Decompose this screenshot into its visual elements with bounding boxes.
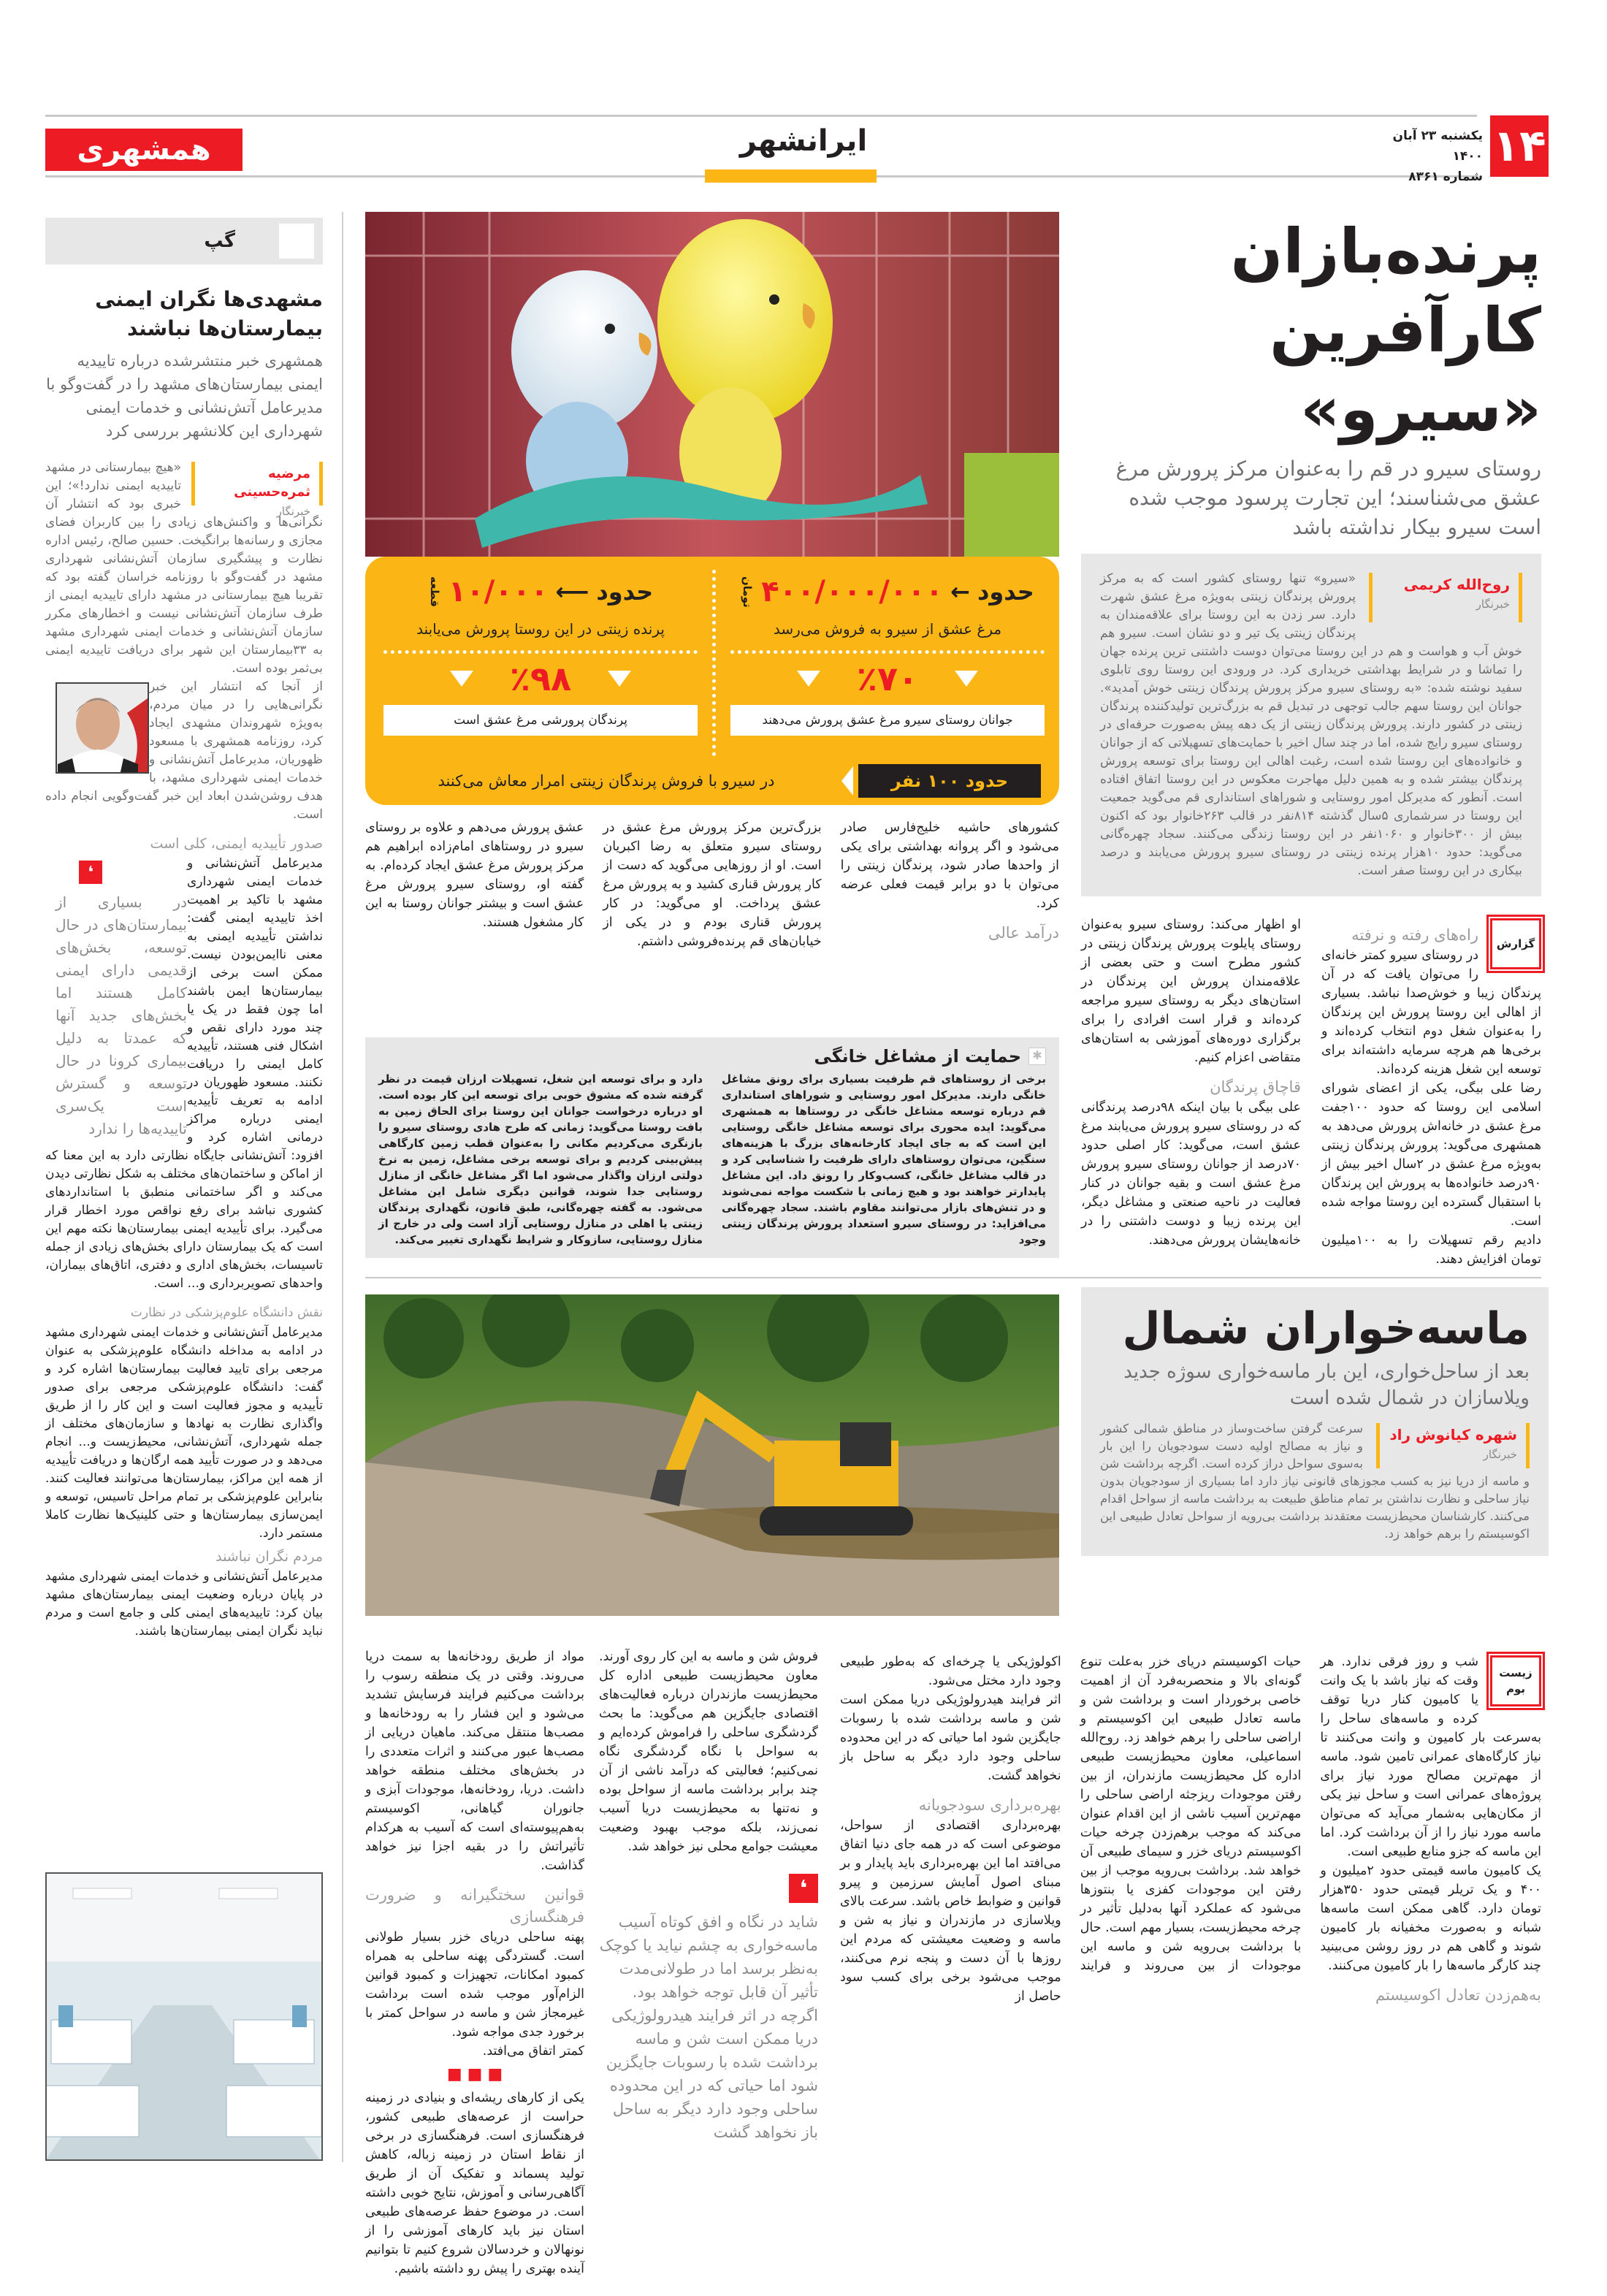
home-business-box (365, 1037, 1059, 1258)
article1-title (1081, 212, 1541, 449)
count-stat (376, 570, 705, 736)
infographic-divider (712, 570, 716, 756)
article2-body-a (840, 1652, 1541, 2006)
arrow-icon: ⟵ (555, 578, 589, 606)
paragraph: یکی از کارهای ریشه‌ای و بنیادی در زمینه حراست از عرصه‌های طبیعی کشور، فرهنگسازی است. فرهنگسازی در برخی از نقاط استان در زمینه زباله، کاهش تولید پسماند و تفکیک آن از طریق آگاهی‌رسانی و آموزش، نتایج خوبی داشته است. در موضوع حفظ عرصه‌های طبیعی استان نیز باید کارهای آموزشی را از نونهالان و خردسالان شروع کنیم تا بتوانیم آینده بهتری را پیش رو داشته باشیم. (365, 2091, 584, 2276)
article1-lead-box (1081, 554, 1541, 896)
paragraph: رضا علی بیگی، یکی از اعضای شورای اسلامی این روستا که حدود ۱۰۰جفت مرغ عشق در خانه‌اش پرورش می‌دهد به همشهری می‌گوید: پرورش پرندگان زینتی به‌ویژه مرغ عشق در ۲سال اخیر بیش از ۹۰درصد خانواده‌ها به پرورش این پرندگان با استقبال گسترده این روستا مواجه شده است. (1321, 1081, 1542, 1229)
paragraph: بهره‌برداری اقتصادی از سواحل، موضوعی است که در همه جای دنیا اتفاق می‌افتد اما این بهره‌برداری باید پایدار و بر مبنای اصول آمایش سرزمین و پیرو قوانین و ضوابط خاص باشد. سرعت بالای ویلاسازی در مازندران و نیاز به شن و ماسه و وضعیت معیشتی که مردم این روزها با آن دست و پنجه نرم می‌کنند، موجب می‌شود برخی برای کسب سود حاصل از (840, 1818, 1061, 2004)
subheading: قوانین سختگیرانه و ضرورت فرهنگسازی (365, 1886, 584, 1926)
ecosystem-tag: زیست بوم (1490, 1655, 1541, 1706)
paragraph: علی بیگی با بیان اینکه ۹۸درصد پرندگانی که در روستای سیرو پرورش می‌یابند مرغ عشق است، می‌گوید: کار اصلی حدود ۷۰درصد از جوانان روستای سیرو پرورش مرغ عشق است و بقیه جوانان در کنار فعالیت در ناحیه صنعتی و مشاغل دیگر، این پرنده زیبا و دوست داشتنی را در خانه‌هایشان پرورش می‌دهند. (1081, 1100, 1301, 1248)
box-title: حمایت از مشاغل خانگی (814, 1046, 1021, 1067)
triangle-icon (450, 671, 473, 687)
author-role: خبرنگار (1476, 598, 1510, 611)
about-label: حدود (596, 578, 654, 606)
excavator-photo (365, 1294, 1059, 1616)
article2-title: ماسه‌خواران شمال (1122, 1303, 1530, 1354)
official-portrait-photo (56, 682, 149, 774)
box-text: برخی از روستاهای قم ظرفیت بسیاری برای رونق مشاغل خانگی دارند. مدیرکل امور روستایی و شوراهای استانداری قم درباره توسعه مشاغل خانگی در روستاها به همشهری می‌گوید: ایده محوری برای توسعه مشاغل خانگی روستایی این است که به جای ایجاد کارخانه‌های بزرگ با هزینه‌های سنگین، می‌توان روستاهای دارای ظرفیت را شناسایی کرد و در قالب مشاغل خانگی، کسب‌وکار را رونق داد. این مشاغل پایدارتر خواهند بود و هیچ زمانی با شکست مواجه نمی‌شوند و در تنش‌های بازار می‌توانند مقاوم باشند. سجاد چهره‌گانی می‌افزاید: در روستای سیرو استعداد پرورش پرندگان زینتی وجود (722, 1072, 1046, 1246)
paragraph: پهنه ساحلی دریای خزر بسیار طولانی است. گستردگی پهنه ساحلی به همراه کمبود امکانات، تجهیزات و کمبود قوانین الزام‌آور موجب شده است برداشت غیرمجاز شن و ماسه در سواحل کمتر با برخورد جدی مواجه شود. (365, 1930, 584, 2040)
paragraph: او اظهار می‌کند: روستای سیرو به‌عنوان روستای پایلوت پرورش پرندگان زینتی در کشور مطرح است و حتی بعضی از علاقه‌مندان پرورش این پرندگان در استان‌های دیگر به روستای سیرو مراجعه کرده‌اند و قرار است افرادی را برای برگزاری دوره‌های آموزشی به استان‌های متقاضی اعزام کنیم. (1081, 918, 1301, 1065)
budgie-percent: ٪۹۸ (509, 659, 572, 698)
author-name: مرضیه ثمره‌حسینی (234, 466, 310, 500)
article1-body-right (1081, 915, 1541, 1269)
article2-body-b (599, 1647, 818, 1856)
dotted-separator (730, 650, 1045, 654)
issue-date: یکشنبه ۲۳ آبان ۱۴۰۰ (1392, 129, 1483, 164)
sidebar-title: مشهدی‌ها نگران ایمنی بیمارستان‌ها نباشند (95, 287, 323, 340)
infographic (365, 557, 1059, 805)
paragraph: فروش شن و ماسه به این کار روی آورند. معاون محیط‌زیست طبیعی اداره کل محیط‌زیست مازندران درباره فعالیت‌های اقتصادی جایگزین هم می‌گوید: ما بحث گردشگری ساحلی را فراموش کرده‌ایم و به سواحل با نگاه گردشگری نگاه نمی‌کنیم؛ فعالیتی که درآمد ناشی از آن چند برابر برداشت ماسه از سواحل بوده و نه‌تنها به محیط‌زیست دریا آسیب نمی‌زند، بلکه موجب بهبود وضعیت معیشت جوامع محلی نیز خواهد شد. (599, 1649, 818, 1854)
quote-icon: ❛ (789, 1874, 818, 1903)
sidebar-label: گپ (204, 230, 235, 252)
sidebar-label-bar (45, 218, 323, 264)
column-divider (342, 212, 343, 2162)
paragraph: یک کامیون ماسه قیمتی حدود ۲میلیون و ۴۰۰ و یک تریلر قیمتی حدود ۳۵۰هزار تومان دارد. گاهی ممکن است ماسه‌ها شبانه و به‌صورت مخفیانه بار کامیون شوند و گاهی هم در روز روشن می‌بینید چند کارگر ماسه‌ها را بار کامیون می‌کنند. (1320, 1864, 1542, 1973)
youth-caption: جوانان روستای سیرو مرغ عشق پرورش می‌دهند (730, 705, 1045, 736)
sidebar-lead: «هیچ بیمارستانی در مشهد تاییدیه ایمنی ندارد!»؛ این خبری بود که انتشار آن نگرانی‌ها و واکنش‌های زیادی را بین کاربران فضای مجازی و رسانه‌ها برانگیخت. حسین صالح، رئیس اداره نظارت و پیشگیری سازمان آتش‌نشانی شهرداری مشهد در گفت‌وگو با روزنامه خراسان گفته بود که تقریبا هیچ بیمارستانی در مشهد دارای تاییدیه ایمنی از طرف سازمان آتش‌نشانی نیست و اخطارهای مکرر سازمان آتش‌نشانی و خدمات ایمنی شهرداری مشهد به ۳۳بیمارستان این شهر برای دریافت تاییدیه ایمنی بی‌ثمر بوده است. (45, 460, 323, 676)
budgie-caption: پرندگان پرورشی مرغ عشق است (383, 705, 698, 736)
sidebar-subheading: صدور تأییدیه ایمنی، کلی است (150, 836, 323, 852)
issue-number: شماره ۸۳۶۱ (1408, 169, 1483, 184)
triangle-icon (608, 671, 631, 687)
paragraph: کشورهای حاشیه خلیج‌فارس صادر می‌شود و اگر پروانه بهداشتی برای یکی از واحدها صادر شود، پرندگان زینتی را می‌توان با دو برابر قیمت فعلی عرضه کرد. (840, 820, 1059, 911)
price-caption: مرغ عشق از سیرو به فروش می‌رسد (773, 620, 1002, 638)
paragraph: بزرگ‌ترین مرکز پرورش مرغ عشق در روستای سیرو متعلق به رضا اکبریان است. او از روزهایی می‌گوید که دست از کار پرورش قناری کشید و به پرورش مرغ عشق پرداخت. او می‌گوید: در کار پرورش قناری بودم و در یکی از خیابان‌های قم پرنده‌فروشی داشتم. (603, 820, 822, 949)
sidebar-subheading: مردم نگران نباشند (215, 1549, 323, 1565)
subheading: بهره‌برداری سودجویانه (918, 1796, 1061, 1814)
subheading: راه‌های رفته و نرفته (1351, 926, 1478, 944)
parakeets-photo (365, 212, 1059, 557)
byline (1376, 1423, 1530, 1468)
paragraph: دادیم رقم تسهیلات را به ۱۰۰میلیون تومان افزایش دهند. (1321, 1233, 1541, 1267)
paragraph: کمتر اتفاق می‌افتد. (482, 2044, 584, 2059)
report-tag: گزارش (1490, 918, 1541, 969)
sidebar-pullquote-block (56, 861, 187, 1140)
box-icon: ✱ (1028, 1048, 1046, 1065)
quote-icon: ❛ (79, 861, 102, 884)
count-unit: قطعه (427, 576, 441, 607)
sidebar-paragraph: مدیرعامل آتش‌نشانی و خدمات ایمنی شهرداری مشهد با تاکید بر اهمیت اخذ تاییدیه ایمنی گفت: نداشتن تأییدیه ایمنی به معنی ناایمن‌بودن نیست. ممکن است برخی از بیمارستان‌ها ایمن باشند اما چون فقط در یک یا چند مورد دارای نقص و اشکال فنی هستند، تأییدیه کامل ایمنی را دریافت نکنند. مسعود ظهوریان در ادامه به تعریف تأییدیه ایمنی درباره مراکز درمانی اشاره کرد و افزود: آتش‌نشانی جایگاه نظارتی دارد به این معنا که از اماکن و ساختمان‌های مختلف به شکل نظارتی دیدن می‌کند و اگر ساختمانی منطبق با استانداردهای کشوری نباشد برای رفع نواقص مورد اخطار قرار می‌گیرد. برای تأییدیه ایمنی بیمارستان‌ها نکته مهم این است که یک بیمارستان دارای بخش‌های زیادی از جمله تاسیسات، بخش‌های اداری و دفتری، اتاق‌های بیماران، واحدهای تصویربرداری و... است. (45, 856, 323, 1291)
subheading: درآمد عالی (988, 924, 1059, 942)
text-flow (365, 818, 1059, 951)
about-label: حدود (977, 578, 1034, 606)
byline (1369, 573, 1522, 622)
newspaper-logo: همشهری (45, 129, 243, 171)
paragraph: حیات اکوسیستم دریای خزر به‌علت تنوع گونه‌ای بالا و منحصربه‌فرد آن از اهمیت خاصی برخوردار است و برداشت شن و ماسه تعادل طبیعی این اکوسیستم و اراضی ساحلی را برهم خواهد زد. روح‌الله اسماعیلی، معاون محیط‌زیست طبیعی اداره کل محیط‌زیست مازندران، از بین رفتن موجودات ریزجثه اراضی ساحلی را مهم‌ترین آسیب ناشی از این اقدام عنوان می‌کند که موجب برهم‌زدن چرخه حیات اکوسیستم دریای خزر و سیمای طبیعی آن خواهد شد. برداشت بی‌رویه موجب از بین رفتن این موجودات کفزی یا بنتوزها می‌شود که عملکرد آنها به‌دلیل تأثیر در چرخه محیط‌زیست، بسیار مهم است. حال با برداشت بی‌رویه شن و ماسه این موجودات از بین می‌روند و فرایند اکولوژیکی یا چرخه‌ای که به‌طور طبیعی وجود دارد مختل می‌شود. (840, 1655, 1302, 1973)
box-text: دارد و برای توسعه این شغل، تسهیلات ارزان قیمت در نظر گرفته شده که مشوق خوبی برای توسعه این کار بوده است. او درباره درخواست جوانان این روستا برای الحاق زمین به بافت روستا می‌گوید: زمانی که طرح هادی روستای سیرو را بازنگری می‌کردیم مکانی را به‌عنوان قطب زمین کارگاهی پیش‌بینی کردیم و برای توسعه برخی مشاغل، زمین به نرخ دولتی ارزان واگذار می‌شود اما اگر مشاغل خانگی از منازل روستایی جدا شوند، قوانین دیگری شامل این مشاغل می‌شود. به گفته چهره‌گانی، طبق قانون، نگهداری پرندگان زینتی یا اهلی در منازل روستایی آزاد است ولی در خارج از منازل روستایی، سازوکار و شرایط نگهداری تغییر می‌کند. (378, 1072, 703, 1246)
section-title: ایرانشهر (739, 124, 868, 158)
hospital-ward-photo (45, 1872, 323, 2161)
article2-middle-column (599, 1647, 818, 2144)
paragraph: مواد از طریق رودخانه‌ها به سمت دریا می‌روند. وقتی در یک منطقه رسوب را برداشت می‌کنیم فرایند فرسایش تشدید می‌شود و این فشار را به رودخانه‌ها و مصب‌ها منتقل می‌کند. ماهیان دریایی از مصب‌ها عبور می‌کنند و اثرات متعددی را در بخش‌های مختلف منطقه خواهد داشت. دریا، رودخانه‌ها، موجودات آبزی و جانوران گیاهانی، اکوسیستم به‌هم‌پیوسته‌ای است که آسیب به هرکدام تأثیراتش را در بقیه اجزا نیز خواهد گذاشت. (365, 1649, 584, 1873)
sidebar-article (45, 218, 323, 2161)
article2-header (1081, 1287, 1549, 1556)
paragraph: اثر فرایند هیدرولوژیکی دریا ممکن است شن و ماسه برداشت شده با رسوبات جایگزین شود اما حیاتی که در این محدوده ساحلی وجود دارد دیگر به ساحل باز نخواهد گشت. (840, 1693, 1061, 1783)
people-caption: در سیرو با فروش پرندگان زینتی امرار معاش می‌کنند (438, 772, 775, 790)
issue-info (1359, 126, 1483, 187)
price-unit: تومان (741, 576, 755, 608)
article2-lead: سرعت گرفتن ساخت‌وساز در مناطق شمالی کشور و نیاز به مصالح اولیه دست سودجویان را این بار به‌سوی سواحل دراز کرده است. اگرچه برداشت شن و ماسه از دریا نیز به کسب مجوزهای قانونی نیاز دارد اما بسیاری از سودجویان بدون نیاز ساحلی و نظارت نداشتن بر تمام مناطق طبیعت به برداشت ماسه از سواحل اقدام می‌کنند. کارشناسان محیط‌زیست معتقدند برداشت بی‌رویه از سواحل تعادل طبیعی این اکوسیستم را برهم خواهد زد. (1100, 1422, 1530, 1541)
subheading: به‌هم‌زدن تعادل اکوسیستم (1375, 1986, 1541, 2004)
pointer-icon (841, 766, 853, 796)
author-name: شهره کیانوش راد (1389, 1426, 1517, 1443)
count-caption: پرنده زینتی در این روستا پرورش می‌یابند (416, 620, 665, 638)
count-value: ۱۰/۰۰۰ (448, 575, 549, 609)
arrow-icon: ← (950, 578, 970, 606)
section-break: ■ ■ ■ (446, 2065, 503, 2083)
text-flow (840, 1652, 1541, 2006)
sidebar-paragraph: مدیرعامل آتش‌نشانی و خدمات ایمنی شهرداری مشهد در ادامه به مداخله دانشگاه علوم‌پزشکی به عنوان مرجعی برای تایید فعالیت بیمارستان‌ها اشاره کرد و گفت: دانشگاه علوم‌پزشکی مرجعی برای صدور تأییدیه و مجوز فعالیت است و این کار را از طریق واگذاری نظارت به نهادها و سازمان‌های مختلف از جمله شهرداری، آتش‌نشانی، محیط‌زیست و... انجام می‌دهد و در صورت تأیید همه ارگان‌ها و دریافت تأییدیه از همه این مراکز، بیمارستان‌ها می‌توانند فعالیت کنند. بنابراین علوم‌پزشکی بر تمام مراحل تاسیس، توسعه و ایمن‌سازی بیمارستان‌ها و حتی کلینیک‌ها نظارت کاملا مستمر دارد. (45, 1325, 323, 1541)
subheading: قاچاق پرندگان (1210, 1078, 1301, 1096)
paragraph: شب و روز فرقی ندارد. هر وقت که نیاز باشد با یک وانت یا کامیون کنار دریا توقف کرده و ماسه‌های ساحل را به‌سرعت بار کامیون و وانت می‌کنند تا نیاز کارگاه‌های عمرانی تامین شود. ماسه از مهم‌ترین مصالح مورد نیاز برای پروژه‌های عمرانی است و ساحل نیز یکی از مکان‌هایی به‌شمار می‌آید که می‌توان ماسه مورد نیاز را از آن برداشت کرد. اما این ماسه که جزو منابع طبیعی است. (1320, 1655, 1541, 1859)
article2-body-c (365, 1647, 584, 2278)
paragraph: عشق پرورش می‌دهم و علاوه بر روستای سیرو در روستاهای امام‌زاده ابراهیم هم مرکز پرورش مرغ عشق ایجاد کرده‌ام. به گفته او، روستای سیرو پرورش مرغ عشق است و بیشتر جوانان روستا به این کار مشغول هستند. (365, 820, 584, 930)
article2-pullquote-block (599, 1874, 818, 2144)
dotted-separator (383, 650, 698, 654)
byline (191, 462, 323, 518)
page-number: ۱۴ (1490, 115, 1549, 177)
hospital-photo-wrap (45, 1858, 323, 2161)
article-separator (365, 1277, 1541, 1278)
price-value: ۴۰۰/۰۰۰/۰۰۰ (761, 575, 944, 609)
sidebar-paragraph: مدیرعامل آتش‌نشانی و خدمات ایمنی شهرداری مشهد در پایان درباره وضعیت ایمنی بیمارستان‌های مشهد بیان کرد: تاییدیه‌های ایمنی کلی و جامع است و مردم نباید نگران ایمنی بیمارستان‌ها باشند. (45, 1569, 323, 1639)
author-name: روح‌الله کریمی (1403, 576, 1510, 593)
sidebar-subheading: نقش دانشگاه علوم‌پزشکی در نظارت (130, 1305, 323, 1320)
people-stat: حدود ۱۰۰ نفر (858, 764, 1041, 798)
sidebar-pullquote: در بسیاری از بیمارستان‌های در حال توسعه، بخش‌های قدیمی دارای ایمنی کامل هستند اما بخش‌های جدید آنها که عمدتا به دلیل بیماری کرونا در حال توسعه و گسترش است یک‌سری تاییدیه‌ها را ندارد (56, 893, 187, 1137)
text-flow (1081, 915, 1541, 1269)
label-icon-box (279, 224, 314, 259)
title-line: پرنده‌بازان (1230, 216, 1541, 287)
article1-right-column (1081, 212, 1541, 1269)
article1-subtitle: روستای سیرو در قم را به‌عنوان مرکز پرورش مرغ عشق می‌شناسند؛ این تجارت پرسود موجب شده است سیرو بیکار نداشته باشد (1115, 457, 1541, 539)
top-rule (45, 115, 1477, 117)
section-accent-bar (705, 169, 877, 183)
paragraph: در روستای سیرو کمتر خانه‌ای را می‌توان یافت که در آن پرندگان زیبا و خوش‌صدا نباشد. بسیاری از اهالی این روستا پرورش این پرندگان را به‌عنوان شغل دوم انتخاب کرده‌اند و برخی‌ها هم هرچه سرمایه داشته‌اند برای توسعه این شغل هزینه کرده‌اند. (1321, 948, 1541, 1077)
article2-pullquote: شاید در نگاه و افق کوتاه آسیب ماسه‌خواری به چشم نیاید یا کوچک به‌نظر برسد اما در طولانی‌مدت تأثیر آن قابل توجه خواهد بود. اگرچه در اثر فرایند هیدرولوژیکی دریا ممکن است شن و ماسه برداشت شده با رسوبات جایگزین شود اما حیاتی که در این محدوده ساحلی وجود دارد دیگر به ساحل باز نخواهد گشت (599, 1913, 818, 2141)
article1-lead: «سیرو» تنها روستای کشور است که به مرکز پرورش پرندگان زینتی به‌ویژه مرغ عشق شهرت دارد. سر زدن به این روستا برای علاقه‌مندان به پرندگان زینتی یک تیر و دو نشان است. سیرو هم خوش آب و هواست و هم در این روستا می‌توان دوست داشتنی ترین پرنده جهان را تماشا و در شرایط بهداشتی خریداری کرد. در ورودی این روستا روی تابلوی سفید نوشته شده: «به روستای سیرو مرکز پرورش پرندگان زینتی خوش آمدید». جوانان این روستا سهم جالب توجهی در تبدیل قم به بزرگ‌ترین تولیدکننده پرندگان زینتی در کشور دارند. پرورش پرندگان زینتی از یک دهه پیش به‌صورت حرفه‌ای در روستای سیرو رایج شده، اما در چند سال اخیر با حمایت‌های تسهیلاتی که از جوانان و خانواده‌های این روستا شده است، رغبت اهالی این روستا برای توسعه پرورش پرندگان بیشتر شده و به همین دلیل مهاجرت معکوس در این روستا اتفاق افتاده است. آنطور که مدیرکل امور روستایی و شوراهای استانداری قم می‌گوید جمعیت این روستا در سرشماری ۵سال گذشته ۸۱۴نفر در قالب ۲۶۳خانوار بود که اکنون بیش از ۳۰۰خانوار و ۱۰۶۰نفر در این روستا زندگی می‌کنند. سجاد چهره‌گانی می‌گوید: حدود ۱۰هزار پرنده زینتی در روستای سیرو پرورش می‌یابند و درصد بیکاری در این روستا صفر است. (1100, 571, 1523, 878)
triangle-icon (797, 671, 820, 687)
title-line: کارآفرین «سیرو» (1270, 294, 1541, 445)
sidebar-paragraph: از آنجا که انتشار این خبر نگرانی‌هایی را در میان مردم، به‌ویژه شهروندان مشهدی ایجاد کرد، روزنامه همشهری با مسعود ظهوریان، مدیرعامل آتش‌نشانی و خدمات ایمنی شهرداری مشهد، با هدف روشن‌شدن ابعاد این خبر گفت‌وگویی انجام داده است. (45, 679, 323, 822)
author-role: خبرنگار (276, 505, 310, 518)
triangle-icon (955, 671, 978, 687)
article2-subtitle: بعد از ساحل‌خواری، این بار ماسه‌خواری سوژه جدید ویلاسازان در شمال شده است (1123, 1361, 1530, 1409)
article1-header (1081, 212, 1541, 542)
sidebar-subtitle: همشهری خبر منتشرشده درباره تاییدیه ایمنی بیمارستان‌های مشهد را در گفت‌وگو با مدیرعامل آتش‌نشانی و خدمات ایمنی شهرداری این کلانشهر بررسی کرد (46, 352, 323, 440)
author-role: خبرنگار (1483, 1448, 1517, 1461)
price-stat (723, 570, 1052, 736)
text-flow (365, 1647, 584, 2278)
article1-body-middle (365, 818, 1059, 951)
youth-percent: ٪۷۰ (856, 659, 919, 698)
text-flow (599, 1647, 818, 1856)
